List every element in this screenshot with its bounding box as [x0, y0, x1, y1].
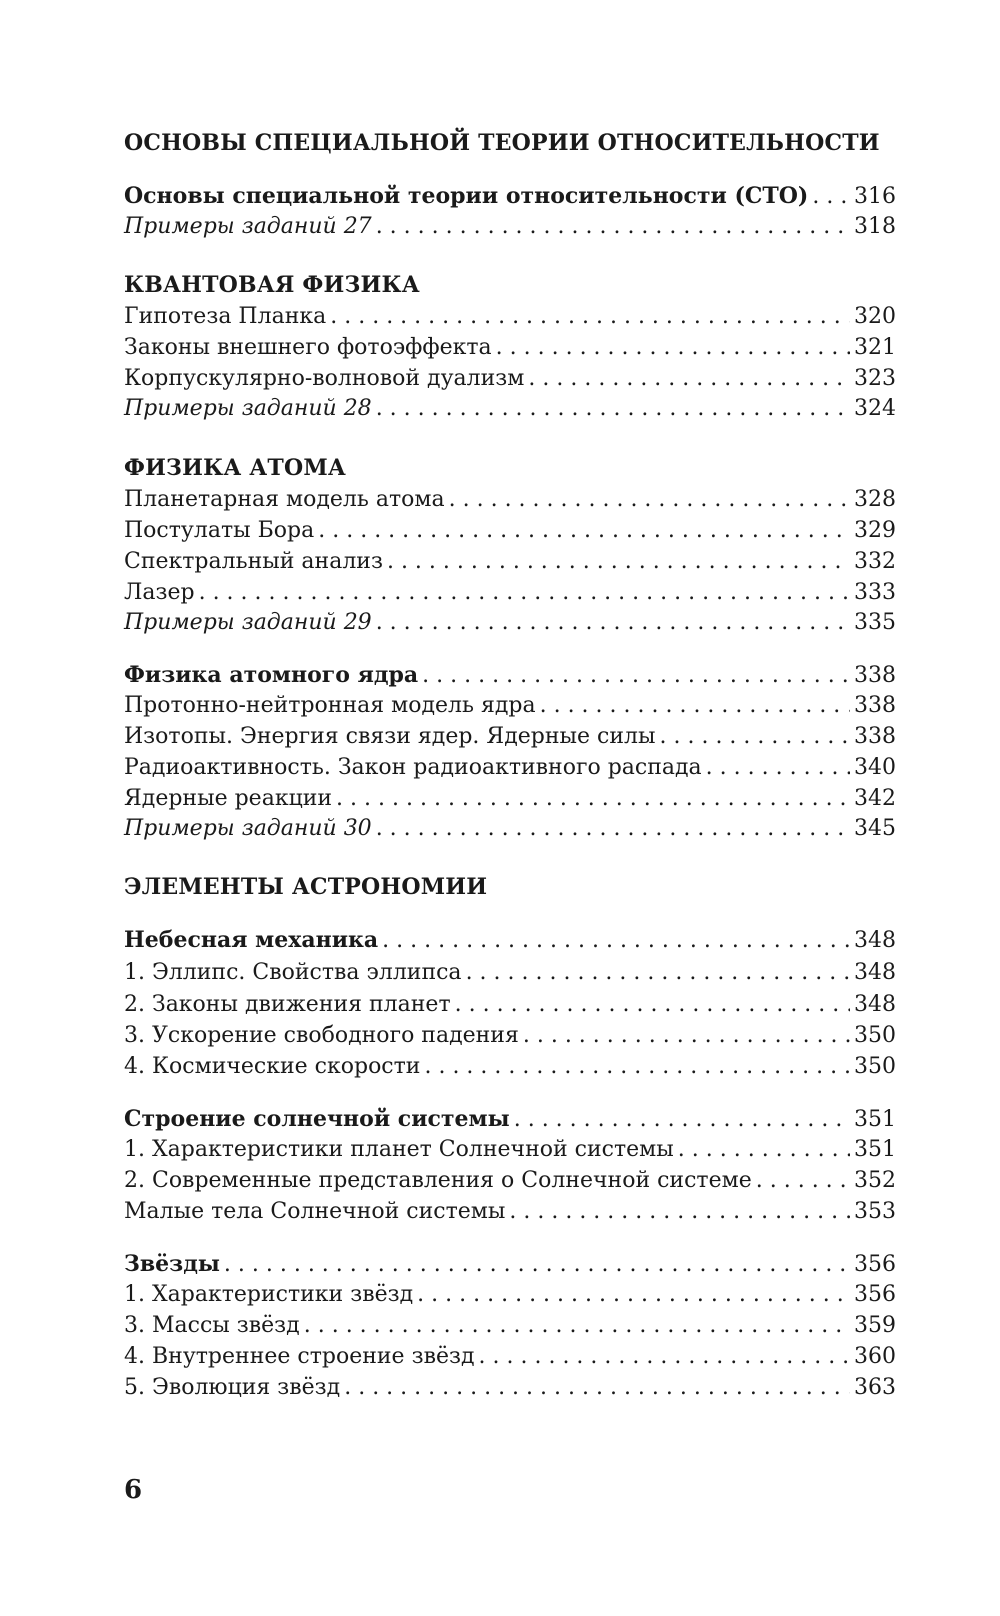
- leader-dots: [376, 212, 850, 242]
- entry-title: 2. Современные представления о Солнечной системе: [124, 1168, 752, 1193]
- entry-page: 318: [854, 214, 896, 239]
- toc-entry[interactable]: [124, 691, 896, 721]
- toc-entry[interactable]: [124, 958, 896, 988]
- entry-title: Спектральный анализ: [124, 549, 383, 574]
- entry-page: 338: [854, 693, 896, 718]
- toc-entry[interactable]: [124, 990, 896, 1020]
- entry-page: 342: [854, 786, 896, 811]
- entry-title: Протонно-нейтронная модель ядра: [124, 693, 536, 718]
- entry-title: Планетарная модель атома: [124, 487, 445, 512]
- entry-page: 348: [854, 928, 896, 953]
- toc-entry[interactable]: [124, 1021, 896, 1051]
- entry-page: 352: [854, 1168, 896, 1193]
- entry-title: Изотопы. Энергия связи ядер. Ядерные силы: [124, 724, 656, 749]
- leader-dots: [528, 364, 850, 394]
- section-heading: ФИЗИКА АТОМА: [124, 455, 347, 481]
- leader-dots: [540, 691, 850, 721]
- toc-entry[interactable]: [124, 547, 896, 577]
- entry-page: 324: [854, 396, 896, 421]
- entry-page: 345: [854, 816, 896, 841]
- entry-title: 2. Законы движения планет: [124, 992, 451, 1017]
- leader-dots: [466, 958, 850, 988]
- toc-entry[interactable]: [124, 1373, 896, 1403]
- entry-title: 1. Характеристики звёзд: [124, 1282, 414, 1307]
- entry-title: Примеры заданий 28: [124, 396, 372, 421]
- entry-page: 356: [854, 1252, 896, 1277]
- entry-page: 328: [854, 487, 896, 512]
- entry-page: 333: [854, 580, 896, 605]
- toc-entry[interactable]: [124, 1104, 896, 1134]
- toc-entry[interactable]: [124, 1052, 896, 1082]
- leader-dots: [523, 1021, 850, 1051]
- entry-page: 320: [854, 304, 896, 329]
- toc-entry[interactable]: [124, 660, 896, 690]
- leader-dots: [660, 722, 851, 752]
- entry-title: Корпускулярно-волновой дуализм: [124, 366, 525, 391]
- entry-title: Примеры заданий 27: [124, 214, 372, 239]
- entry-title: 4. Космические скорости: [124, 1054, 421, 1079]
- leader-dots: [449, 485, 850, 515]
- entry-page: 360: [854, 1344, 896, 1369]
- entry-title: Малые тела Солнечной системы: [124, 1199, 506, 1224]
- leader-dots: [382, 926, 850, 956]
- leader-dots: [336, 784, 850, 814]
- toc-entry[interactable]: [124, 608, 896, 638]
- toc-entry[interactable]: [124, 364, 896, 394]
- toc-entry[interactable]: [124, 1280, 896, 1310]
- leader-dots: [424, 1052, 850, 1082]
- entry-page: 359: [854, 1313, 896, 1338]
- entry-page: 316: [854, 184, 896, 209]
- leader-dots: [496, 333, 850, 363]
- entry-page: 356: [854, 1282, 896, 1307]
- entry-title: Лазер: [124, 580, 195, 605]
- toc-entry[interactable]: [124, 333, 896, 363]
- entry-title: 3. Ускорение свободного падения: [124, 1023, 519, 1048]
- section-heading: ОСНОВЫ СПЕЦИАЛЬНОЙ ТЕОРИИ ОТНОСИТЕЛЬНОСТИ: [124, 130, 880, 156]
- entry-page: 363: [854, 1375, 896, 1400]
- entry-page: 338: [854, 724, 896, 749]
- entry-page: 340: [854, 755, 896, 780]
- entry-title: Радиоактивность. Закон радиоактивного распада: [124, 755, 702, 780]
- toc-entry[interactable]: [124, 181, 896, 211]
- entry-page: 350: [854, 1054, 896, 1079]
- entry-page: 323: [854, 366, 896, 391]
- toc-entry[interactable]: [124, 722, 896, 752]
- entry-title: Физика атомного ядра: [124, 662, 419, 688]
- entry-page: 351: [854, 1107, 896, 1132]
- toc-entry[interactable]: [124, 212, 896, 242]
- leader-dots: [318, 516, 850, 546]
- toc-entry[interactable]: [124, 1135, 896, 1165]
- toc-entry[interactable]: [124, 1197, 896, 1227]
- toc-entry[interactable]: [124, 1166, 896, 1196]
- leader-dots: [514, 1105, 850, 1135]
- entry-page: 348: [854, 960, 896, 985]
- entry-page: 321: [854, 335, 896, 360]
- entry-page: 335: [854, 610, 896, 635]
- entry-page: 338: [854, 663, 896, 688]
- leader-dots: [387, 547, 850, 577]
- toc-entry[interactable]: [124, 814, 896, 844]
- entry-page: 351: [854, 1137, 896, 1162]
- toc-entry[interactable]: [124, 1311, 896, 1341]
- entry-title: 4. Внутреннее строение звёзд: [124, 1344, 475, 1369]
- leader-dots: [479, 1342, 850, 1372]
- leader-dots: [706, 753, 850, 783]
- leader-dots: [509, 1197, 850, 1227]
- entry-title: Законы внешнего фотоэффекта: [124, 335, 492, 360]
- toc-entry[interactable]: [124, 1342, 896, 1372]
- toc-entry[interactable]: [124, 394, 896, 424]
- toc-entry[interactable]: [124, 784, 896, 814]
- entry-title: Небесная механика: [124, 927, 379, 953]
- page-number: 6: [124, 1475, 143, 1505]
- entry-title: 5. Эволюция звёзд: [124, 1375, 341, 1400]
- entry-title: Постулаты Бора: [124, 518, 315, 543]
- entry-title: 1. Характеристики планет Солнечной системы: [124, 1137, 674, 1162]
- toc-entry[interactable]: [124, 302, 896, 332]
- leader-dots: [417, 1280, 850, 1310]
- entry-title: 3. Массы звёзд: [124, 1313, 300, 1338]
- toc-entry[interactable]: [124, 753, 896, 783]
- entry-page: 350: [854, 1023, 896, 1048]
- leader-dots: [756, 1166, 850, 1196]
- entry-title: Строение солнечной системы: [124, 1106, 510, 1132]
- entry-title: Гипотеза Планка: [124, 304, 327, 329]
- entry-title: 1. Эллипс. Свойства эллипса: [124, 960, 462, 985]
- entry-page: 332: [854, 549, 896, 574]
- leader-dots: [224, 1250, 850, 1280]
- leader-dots: [422, 661, 850, 691]
- entry-title: Примеры заданий 29: [124, 610, 372, 635]
- entry-title: Примеры заданий 30: [124, 816, 372, 841]
- leader-dots: [199, 578, 850, 608]
- leader-dots: [376, 394, 850, 424]
- leader-dots: [455, 990, 850, 1020]
- entry-title: Основы специальной теории относительности (СТО): [124, 183, 809, 209]
- leader-dots: [678, 1135, 850, 1165]
- leader-dots: [812, 182, 850, 212]
- toc-entry[interactable]: [124, 925, 896, 955]
- section-heading: ЭЛЕМЕНТЫ АСТРОНОМИИ: [124, 874, 488, 900]
- entry-page: 348: [854, 992, 896, 1017]
- toc-entry[interactable]: [124, 516, 896, 546]
- leader-dots: [330, 302, 850, 332]
- leader-dots: [344, 1373, 850, 1403]
- toc-entry[interactable]: [124, 485, 896, 515]
- toc-entry[interactable]: [124, 578, 896, 608]
- leader-dots: [376, 814, 850, 844]
- entry-title: Ядерные реакции: [124, 786, 333, 811]
- leader-dots: [304, 1311, 850, 1341]
- toc-entry[interactable]: [124, 1249, 896, 1279]
- leader-dots: [376, 608, 850, 638]
- section-heading: КВАНТОВАЯ ФИЗИКА: [124, 272, 420, 298]
- entry-title: Звёзды: [124, 1251, 220, 1277]
- entry-page: 329: [854, 518, 896, 543]
- entry-page: 353: [854, 1199, 896, 1224]
